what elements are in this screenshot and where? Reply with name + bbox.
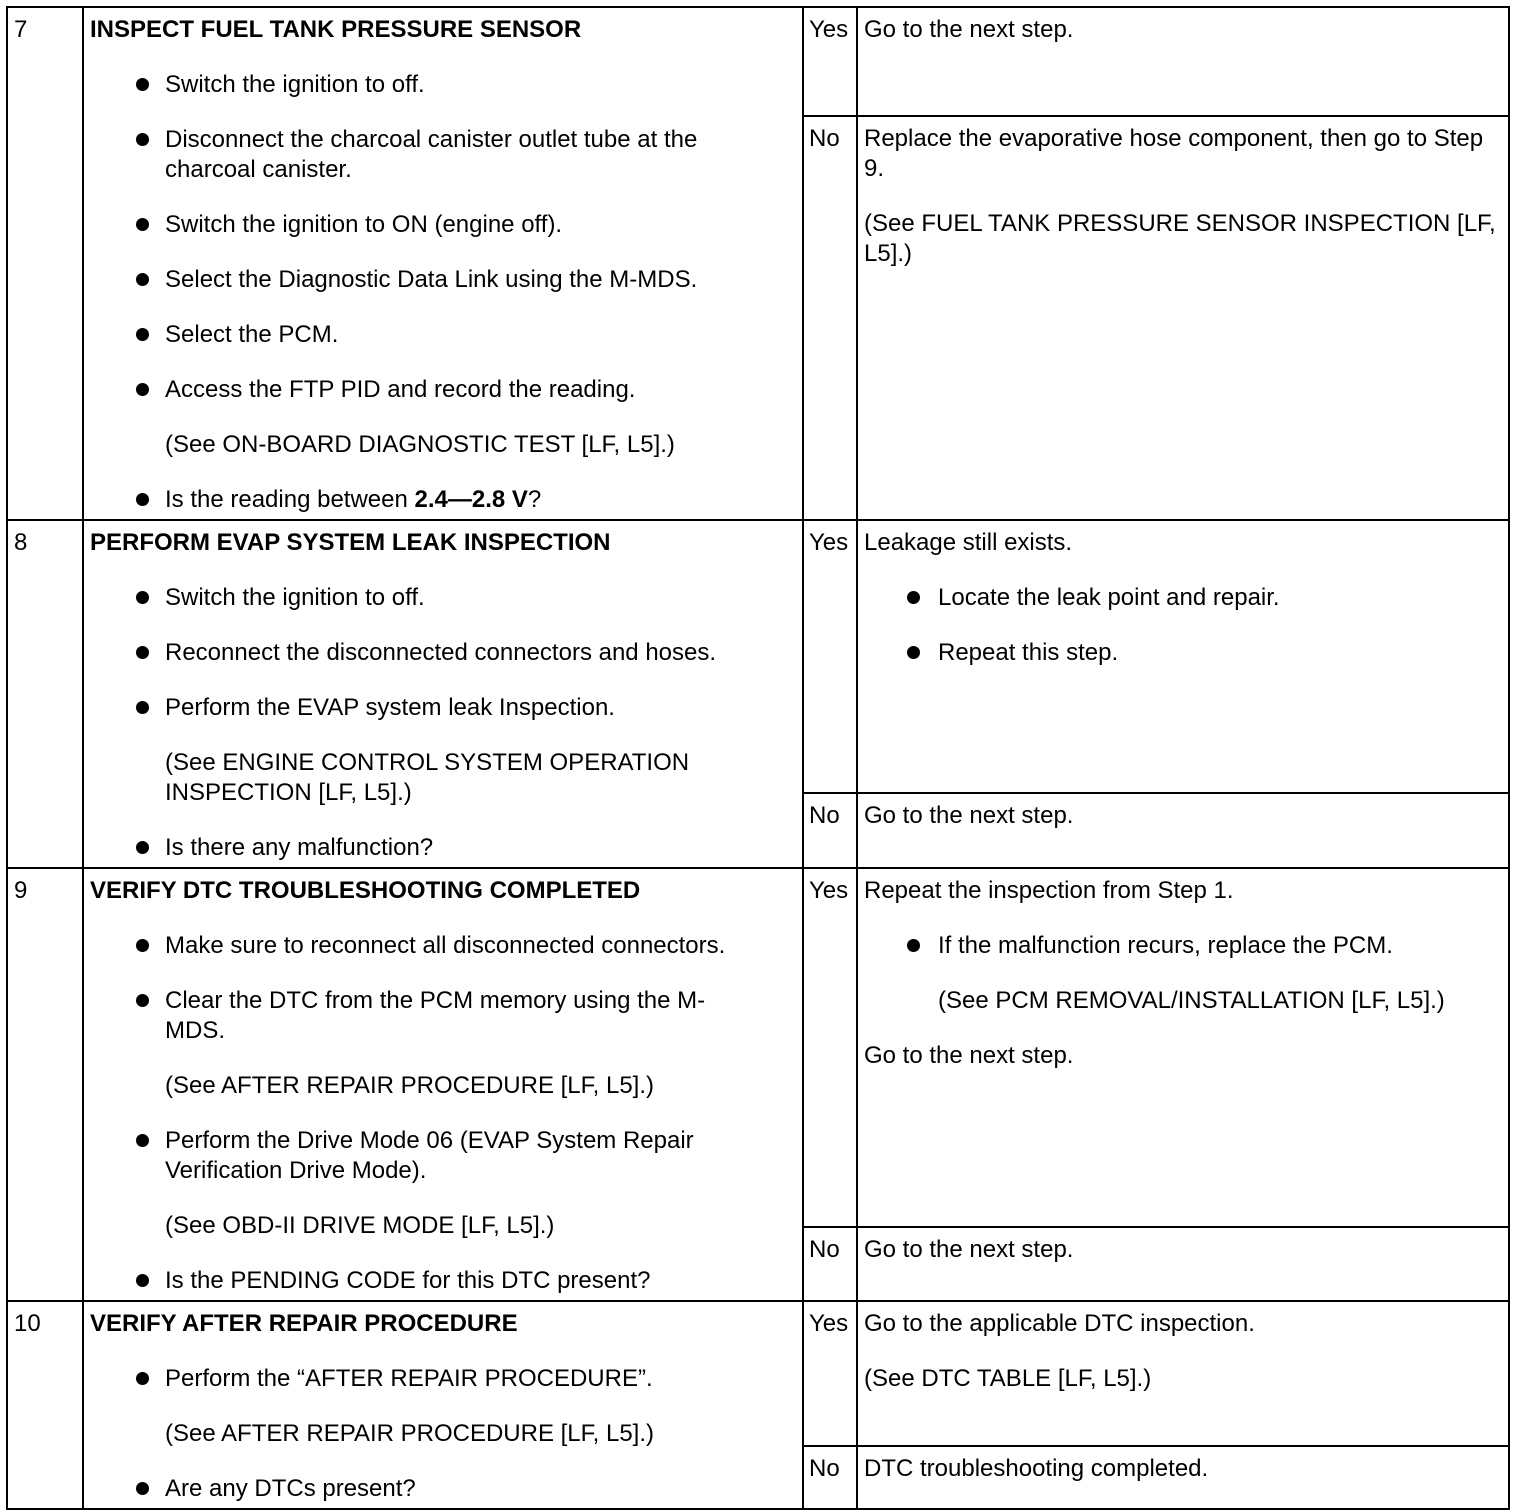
no-label: No bbox=[803, 116, 857, 520]
bullet-item: Perform the Drive Mode 06 (EVAP System Repair Verification Drive Mode). bbox=[90, 1126, 802, 1186]
bullet-item: Select the Diagnostic Data Link using the M-MDS. bbox=[90, 265, 802, 295]
step-action bbox=[83, 868, 803, 1301]
yes-result-text: Repeat the inspection from Step 1. bbox=[864, 877, 1234, 904]
yes-result bbox=[857, 1301, 1509, 1446]
step-8-yes-row bbox=[7, 520, 1509, 793]
no-result bbox=[857, 116, 1509, 520]
bullet-item: Select the PCM. bbox=[90, 320, 802, 350]
bullet-item: Reconnect the disconnected connectors and hoses. bbox=[90, 638, 802, 668]
step-action bbox=[83, 7, 803, 520]
step-number: 7 bbox=[7, 7, 83, 520]
reference-note: (See FUEL TANK PRESSURE SENSOR INSPECTION [LF, L5].) bbox=[864, 210, 1496, 268]
step-title: INSPECT FUEL TANK PRESSURE SENSOR bbox=[90, 16, 582, 43]
yes-next-text: Go to the next step. bbox=[864, 1042, 1074, 1069]
bullet-item: Disconnect the charcoal canister outlet tube at the charcoal canister. bbox=[90, 125, 802, 185]
bullet-item: Make sure to reconnect all disconnected connectors. bbox=[90, 931, 802, 961]
step-number: 9 bbox=[7, 868, 83, 1301]
yes-label: Yes bbox=[803, 520, 857, 793]
question-item: Is there any malfunction? bbox=[90, 833, 802, 863]
reference-note: (See AFTER REPAIR PROCEDURE [LF, L5].) bbox=[165, 1420, 655, 1447]
step-action bbox=[83, 1301, 803, 1509]
question-item: Is the PENDING CODE for this DTC present? bbox=[90, 1266, 802, 1296]
dtc-troubleshooting-table bbox=[6, 6, 1510, 1510]
question-item: Are any DTCs present? bbox=[90, 1474, 802, 1504]
step-action bbox=[83, 520, 803, 868]
bullet-item: Locate the leak point and repair. bbox=[864, 583, 1500, 613]
no-result-text: Replace the evaporative hose component, then go to Step 9. bbox=[864, 125, 1484, 183]
reference-note: (See PCM REMOVAL/INSTALLATION [LF, L5].) bbox=[938, 987, 1445, 1014]
bullet-item: Perform the EVAP system leak Inspection. bbox=[90, 693, 802, 723]
step-title: PERFORM EVAP SYSTEM LEAK INSPECTION bbox=[90, 529, 611, 556]
no-result: DTC troubleshooting completed. bbox=[857, 1446, 1509, 1509]
reference-note: (See ON-BOARD DIAGNOSTIC TEST [LF, L5].) bbox=[165, 431, 675, 458]
yes-result bbox=[857, 868, 1509, 1227]
step-9-yes-row bbox=[7, 868, 1509, 1227]
bullet-item: Switch the ignition to ON (engine off). bbox=[90, 210, 802, 240]
bullet-item: Perform the “AFTER REPAIR PROCEDURE”. bbox=[90, 1364, 802, 1394]
step-7-yes-row bbox=[7, 7, 1509, 116]
reference-note: (See OBD-II DRIVE MODE [LF, L5].) bbox=[165, 1212, 555, 1239]
yes-result: Go to the next step. bbox=[857, 7, 1509, 116]
no-result: Go to the next step. bbox=[857, 1227, 1509, 1301]
reference-note: (See DTC TABLE [LF, L5].) bbox=[864, 1365, 1152, 1392]
no-label: No bbox=[803, 793, 857, 868]
step-title: VERIFY DTC TROUBLESHOOTING COMPLETED bbox=[90, 877, 641, 904]
yes-result bbox=[857, 520, 1509, 793]
step-10-yes-row bbox=[7, 1301, 1509, 1446]
no-result: Go to the next step. bbox=[857, 793, 1509, 868]
bullet-item: Switch the ignition to off. bbox=[90, 583, 802, 613]
voltage-range: 2.4—2.8 V bbox=[414, 486, 528, 513]
yes-label: Yes bbox=[803, 1301, 857, 1446]
yes-label: Yes bbox=[803, 7, 857, 116]
yes-label: Yes bbox=[803, 868, 857, 1227]
yes-result-text: Leakage still exists. bbox=[864, 529, 1073, 556]
step-number: 10 bbox=[7, 1301, 83, 1509]
no-label: No bbox=[803, 1446, 857, 1509]
reference-note: (See AFTER REPAIR PROCEDURE [LF, L5].) bbox=[165, 1072, 655, 1099]
bullet-item: If the malfunction recurs, replace the PCM. bbox=[864, 931, 1500, 961]
step-number: 8 bbox=[7, 520, 83, 868]
bullet-item: Access the FTP PID and record the reading. bbox=[90, 375, 802, 405]
question-item: Is the reading between 2.4—2.8 V? bbox=[90, 485, 802, 515]
reference-note: (See ENGINE CONTROL SYSTEM OPERATION INSPECTION [LF, L5].) bbox=[165, 749, 690, 806]
bullet-item: Switch the ignition to off. bbox=[90, 70, 802, 100]
bullet-item: Repeat this step. bbox=[864, 638, 1500, 668]
no-label: No bbox=[803, 1227, 857, 1301]
step-title: VERIFY AFTER REPAIR PROCEDURE bbox=[90, 1310, 518, 1337]
yes-result-text: Go to the applicable DTC inspection. bbox=[864, 1310, 1255, 1337]
bullet-item: Clear the DTC from the PCM memory using the M-MDS. bbox=[90, 986, 802, 1046]
